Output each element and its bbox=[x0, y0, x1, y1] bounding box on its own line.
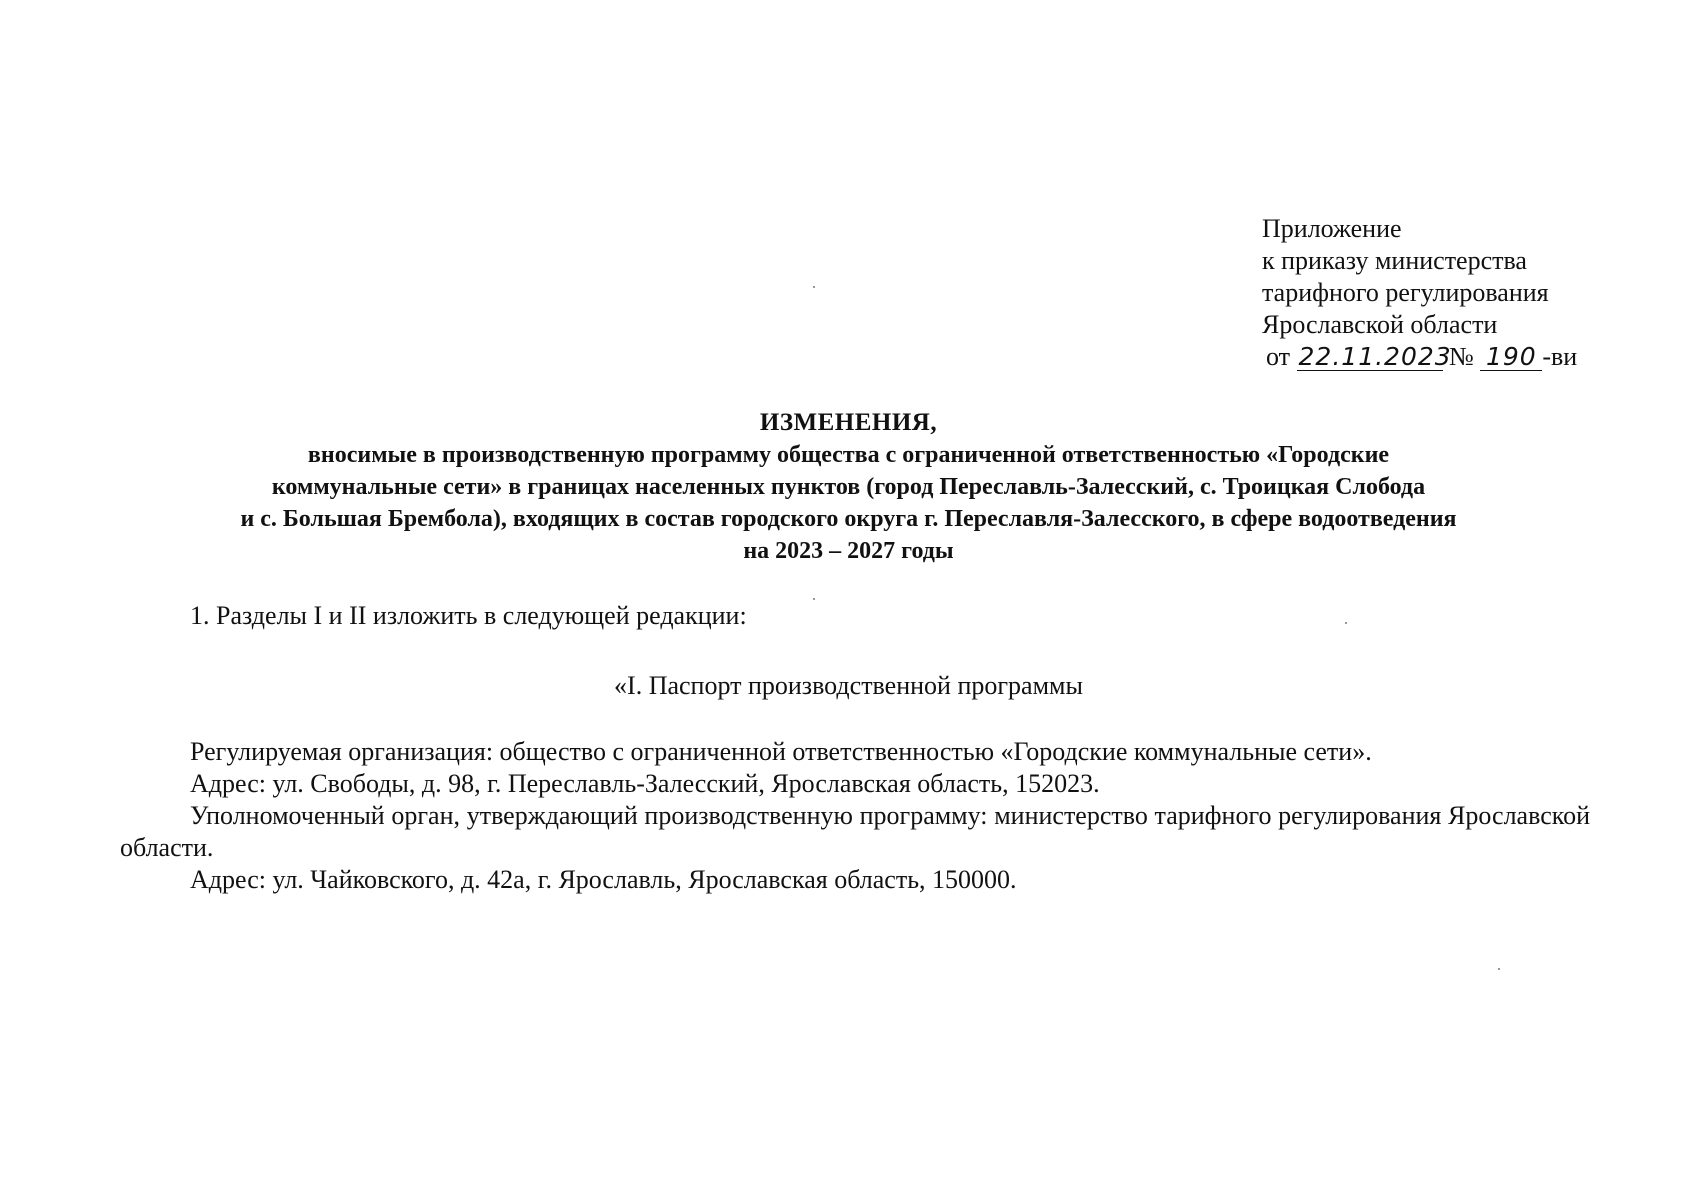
scan-speck bbox=[1345, 622, 1347, 624]
section-heading: «I. Паспорт производственной программы bbox=[614, 671, 1083, 700]
appendix-line-2: к приказу министерства bbox=[1262, 246, 1527, 275]
number-suffix: -ви bbox=[1542, 342, 1578, 371]
handwritten-date: 22.11.2023 bbox=[1298, 342, 1452, 371]
document-title bbox=[110, 407, 1587, 567]
item-1: 1. Разделы I и II изложить в следующей редакции: bbox=[190, 601, 747, 630]
number-sign: № bbox=[1449, 342, 1474, 371]
appendix-line-4: Ярославской области bbox=[1262, 310, 1498, 339]
scan-speck bbox=[813, 286, 815, 288]
regulated-organization: Регулируемая организация: общество с ограниченной ответственностью «Городские коммунальные сети». bbox=[190, 737, 1372, 766]
title-line-4: на 2023 – 2027 годы bbox=[743, 538, 954, 564]
scan-speck bbox=[813, 598, 815, 600]
authorized-body: Уполномоченный орган, утверждающий производственную программу: министерство тарифного регулирования Ярославской области. bbox=[120, 801, 1590, 862]
organization-address: Адрес: ул. Свободы, д. 98, г. Переславль-Залесский, Ярославская область, 152023. bbox=[190, 769, 1100, 798]
appendix-line-3: тарифного регулирования bbox=[1262, 278, 1549, 307]
title-line-3: и с. Большая Брембола), входящих в состав городского округа г. Переславля-Залесского, в сфере водоотведения bbox=[240, 506, 1457, 532]
handwritten-number: 190 bbox=[1480, 344, 1542, 371]
appendix-block bbox=[1262, 213, 1662, 373]
authority-address: Адрес: ул. Чайковского, д. 42а, г. Ярославль, Ярославская область, 150000. bbox=[190, 865, 1017, 894]
from-label: от bbox=[1266, 342, 1291, 371]
scan-speck bbox=[1498, 968, 1500, 970]
title-line-1: вносимые в производственную программу общества с ограниченной ответственностью «Городские bbox=[307, 442, 1390, 468]
title-main: ИЗМЕНЕНИЯ, bbox=[759, 409, 938, 436]
appendix-date-line bbox=[1262, 341, 1662, 373]
title-line-2: коммунальные сети» в границах населенных пунктов (город Переславль-Залесский, с. Троицкая Слобода bbox=[271, 474, 1426, 500]
appendix-line-1: Приложение bbox=[1262, 214, 1402, 243]
